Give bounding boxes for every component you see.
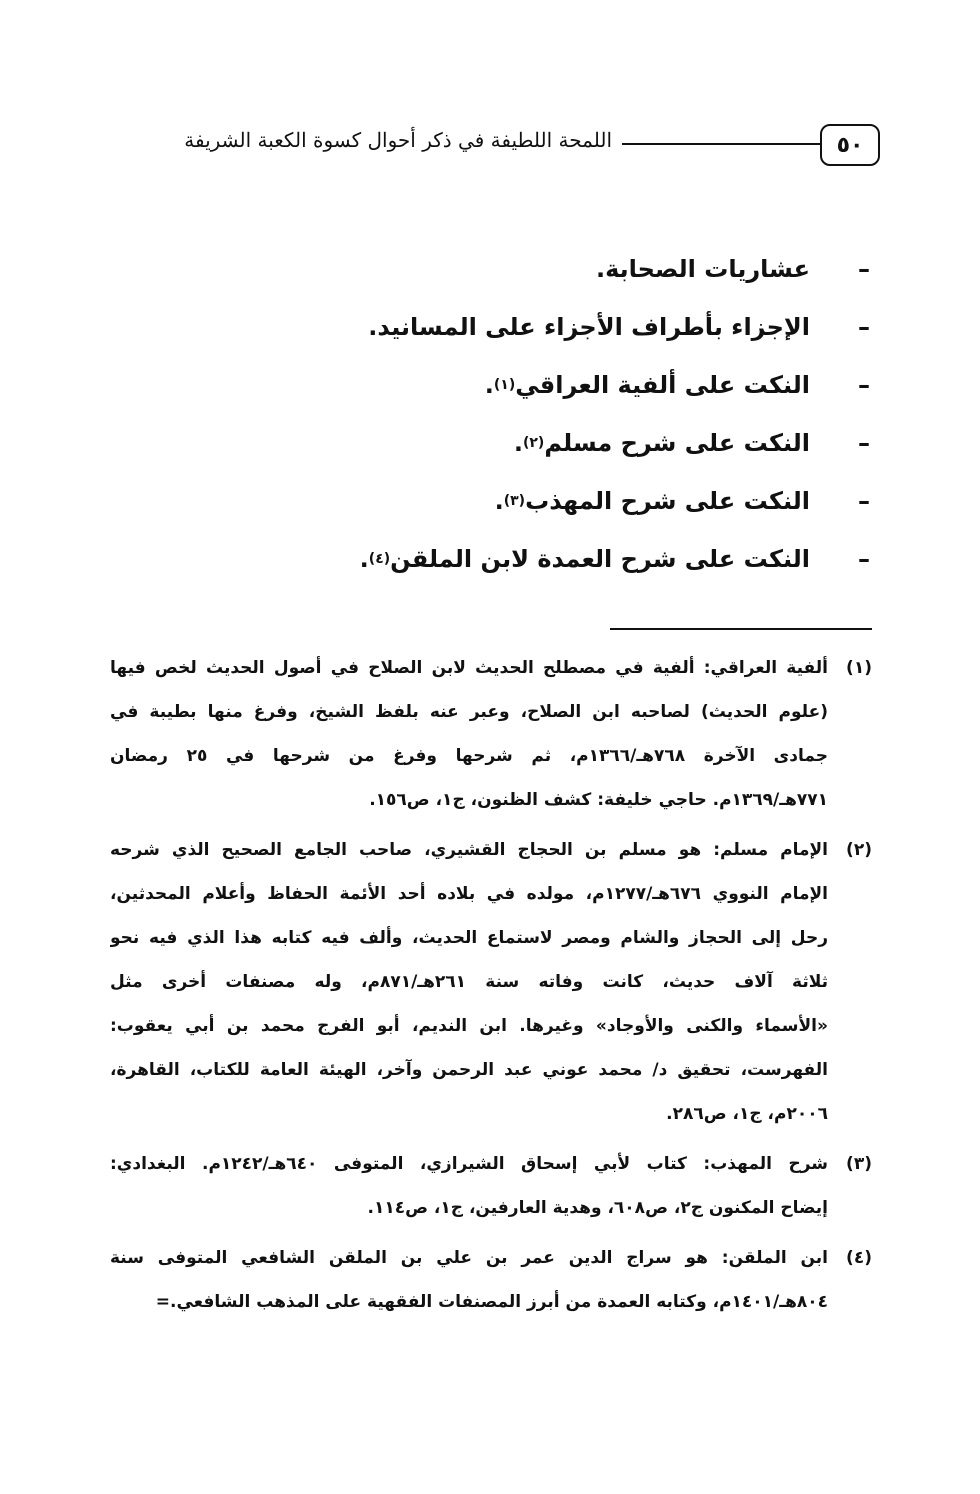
footnote-line: «الأسماء والكنى والأوجاد» وغيرها. ابن النديم، أبو الفرج محمد بن أبي يعقوب: (110, 1016, 828, 1036)
list-dash: – (858, 371, 870, 399)
footnote-ref: (٤) (368, 551, 391, 567)
list-item (310, 298, 870, 356)
list-item (310, 472, 870, 530)
list-item-end: . (484, 371, 494, 399)
footnote-line: ألفية العراقي: ألفية في مصطلح الحديث لابن الصلاح في أصول الحديث لخص فيها (110, 658, 828, 678)
list-item-text: النكت على شرح العمدة لابن الملقن (390, 545, 810, 573)
footnote-number: (٢) (846, 840, 872, 860)
footnote-4 (110, 1236, 872, 1324)
list-dash: – (858, 487, 870, 515)
footnote-ref: (١) (493, 377, 516, 393)
list-dash: – (858, 255, 870, 283)
footnote-line: ٧٧١هـ/١٣٦٩م. حاجي خليفة: كشف الظنون، ج١، ص١٥٦. (369, 790, 828, 810)
footnote-line: جمادى الآخرة ٧٦٨هـ/١٣٦٦م، ثم شرحها وفرغ من شرحها في ٢٥ رمضان (110, 746, 828, 766)
footnote-number: (٤) (846, 1248, 872, 1268)
works-list (310, 240, 870, 588)
running-title: اللمحة اللطيفة في ذكر أحوال كسوة الكعبة الشريفة (184, 128, 612, 152)
page-number: ٥٠ (820, 124, 880, 166)
list-item-text: عشاريات الصحابة. (595, 255, 810, 283)
footnotes (110, 646, 872, 1330)
footnote-body (110, 828, 828, 1136)
footnote-ref: (٣) (503, 493, 526, 509)
footnote-line: إيضاح المكنون ج٢، ص٦٠٨، وهدية العارفين، ج١، ص١١٤. (367, 1198, 828, 1218)
footnote-line: الفهرست، تحقيق د/ محمد عوني عبد الرحمن وآخر، الهيئة العامة للكتاب، القاهرة، (110, 1060, 828, 1080)
footnote-line: الإمام مسلم: هو مسلم بن الحجاج القشيري، صاحب الجامع الصحيح الذي شرحه (110, 840, 828, 860)
footnote-line: رحل إلى الحجاز والشام ومصر لاستماع الحديث، وألف فيه كتابه هذا الذي فيه نحو (110, 928, 828, 948)
footnote-separator (610, 628, 872, 630)
footnote-2 (110, 828, 872, 1136)
footnote-line: ثلاثة آلاف حديث، كانت وفاته سنة ٢٦١هـ/٨٧١م، وله مصنفات أخرى مثل (110, 972, 828, 992)
footnote-1 (110, 646, 872, 822)
footnote-number: (٣) (846, 1154, 872, 1174)
footnote-line: ٨٠٤هـ/١٤٠١م، وكتابه العمدة من أبرز المصنفات الفقهية على المذهب الشافعي.= (155, 1292, 828, 1312)
list-item-end: . (494, 487, 504, 515)
list-dash: – (858, 313, 870, 341)
footnote-line: ابن الملقن: هو سراج الدين عمر بن علي بن الملقن الشافعي المتوفى سنة (110, 1248, 828, 1268)
list-item (310, 530, 870, 588)
footnote-line: ٢٠٠٦م، ج١، ص٢٨٦. (666, 1104, 828, 1124)
footnote-line: (علوم الحديث) لصاحبه ابن الصلاح، وعبر عنه بلفظ الشيخ، وفرغ منها بطيبة في (110, 702, 828, 722)
list-item-end: . (359, 545, 369, 573)
list-item-text: النكت على شرح المهذب (525, 487, 810, 515)
list-item-text: النكت على ألفية العراقي (515, 371, 810, 399)
footnote-body (110, 646, 828, 822)
footnote-3 (110, 1142, 872, 1230)
list-item-end: . (513, 429, 523, 457)
list-item (310, 414, 870, 472)
list-item (310, 356, 870, 414)
list-dash: – (858, 545, 870, 573)
footnote-line: الإمام النووي ٦٧٦هـ/١٢٧٧م، مولده في بلاده أحد الأئمة الحفاظ وأعلام المحدثين، (110, 884, 828, 904)
footnote-line: شرح المهذب: كتاب لأبي إسحاق الشيرازي، المتوفى ٦٤٠هـ/١٢٤٢م. البغدادي: (110, 1154, 828, 1174)
list-dash: – (858, 429, 870, 457)
list-item (310, 240, 870, 298)
header-rule (622, 143, 822, 145)
footnote-body (110, 1142, 828, 1230)
footnote-ref: (٢) (522, 435, 545, 451)
footnote-number: (١) (846, 658, 872, 678)
footnote-body (110, 1236, 828, 1324)
list-item-text: الإجزاء بأطراف الأجزاء على المسانيد. (368, 313, 810, 341)
page-header (100, 122, 880, 170)
list-item-text: النكت على شرح مسلم (544, 429, 810, 457)
